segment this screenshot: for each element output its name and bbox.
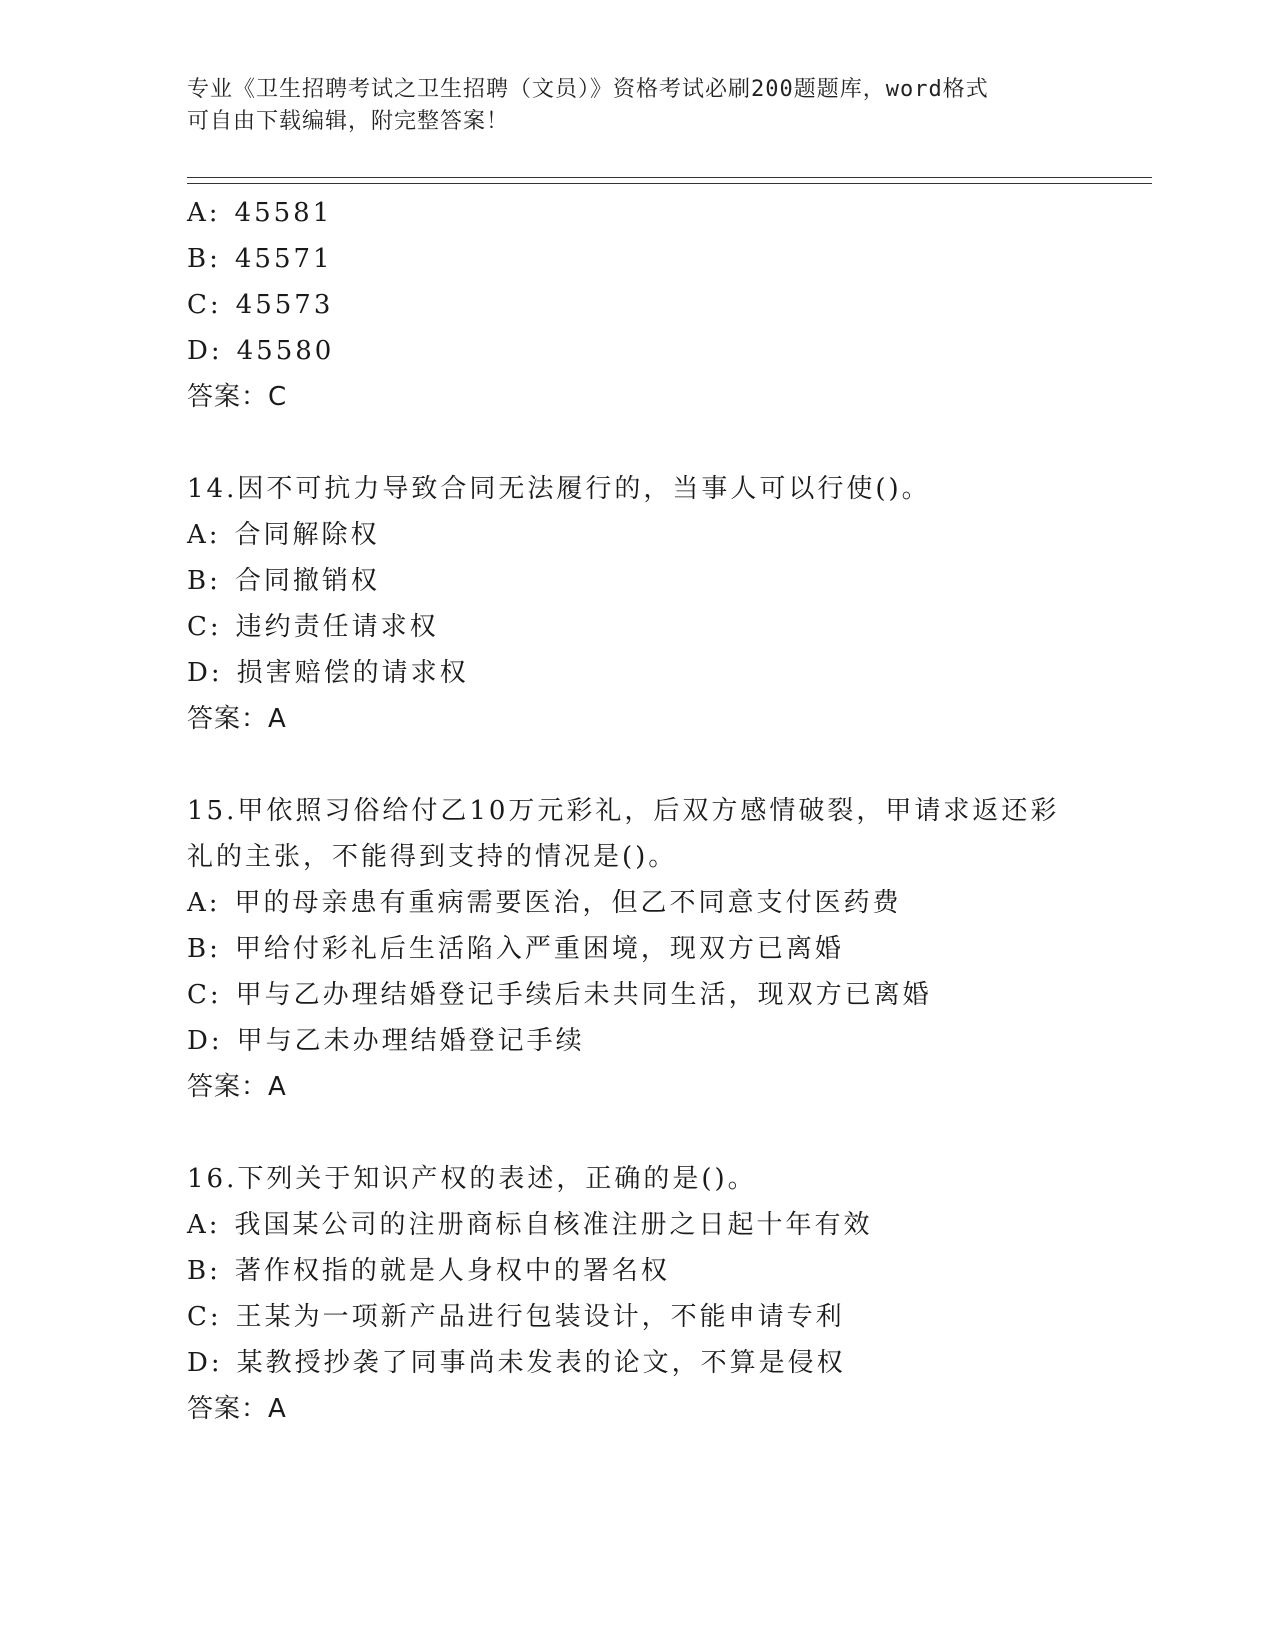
header-rule-top bbox=[187, 177, 1152, 178]
document-header bbox=[187, 74, 1067, 138]
question-15 bbox=[187, 788, 1137, 1110]
option-b: B: 合同撤销权 bbox=[187, 566, 380, 596]
option-b: B: 著作权指的就是人身权中的署名权 bbox=[187, 1256, 670, 1286]
header-line-2: 可自由下载编辑，附完整答案！ bbox=[187, 109, 510, 134]
question-14 bbox=[187, 466, 1137, 742]
question-list bbox=[187, 190, 1137, 1432]
option-a: A: 45581 bbox=[187, 198, 333, 228]
question-stem: 16.下列关于知识产权的表述，正确的是()。 bbox=[187, 1164, 757, 1194]
header-line-1: 专业《卫生招聘考试之卫生招聘（文员）》资格考试必刷200题题库，word格式 bbox=[187, 77, 989, 102]
answer: 答案：A bbox=[187, 704, 287, 734]
option-a: A: 甲的母亲患有重病需要医治，但乙不同意支付医药费 bbox=[187, 888, 902, 918]
question-stem-line-1: 15.甲依照习俗给付乙10万元彩礼，后双方感情破裂，甲请求返还彩 bbox=[187, 796, 1060, 826]
option-c: C: 违约责任请求权 bbox=[187, 612, 439, 642]
option-d: D: 损害赔偿的请求权 bbox=[187, 658, 469, 688]
answer: 答案：C bbox=[187, 382, 288, 412]
question-16 bbox=[187, 1156, 1137, 1432]
option-a: A: 合同解除权 bbox=[187, 520, 380, 550]
answer: 答案：A bbox=[187, 1072, 287, 1102]
header-rule-bottom bbox=[187, 183, 1152, 184]
option-c: C: 王某为一项新产品进行包装设计，不能申请专利 bbox=[187, 1302, 845, 1332]
answer: 答案：A bbox=[187, 1394, 287, 1424]
option-b: B: 45571 bbox=[187, 244, 333, 274]
option-c: C: 45573 bbox=[187, 290, 334, 320]
option-b: B: 甲给付彩礼后生活陷入严重困境，现双方已离婚 bbox=[187, 934, 844, 964]
question-stem: 14.因不可抗力导致合同无法履行的，当事人可以行使()。 bbox=[187, 474, 931, 504]
question-13-continued bbox=[187, 190, 1137, 420]
question-stem-line-2: 礼的主张，不能得到支持的情况是()。 bbox=[187, 842, 678, 872]
option-d: D: 甲与乙未办理结婚登记手续 bbox=[187, 1026, 585, 1056]
option-c: C: 甲与乙办理结婚登记手续后未共同生活，现双方已离婚 bbox=[187, 980, 932, 1010]
option-d: D: 某教授抄袭了同事尚未发表的论文，不算是侵权 bbox=[187, 1348, 846, 1378]
option-d: D: 45580 bbox=[187, 336, 335, 366]
option-a: A: 我国某公司的注册商标自核准注册之日起十年有效 bbox=[187, 1210, 873, 1240]
